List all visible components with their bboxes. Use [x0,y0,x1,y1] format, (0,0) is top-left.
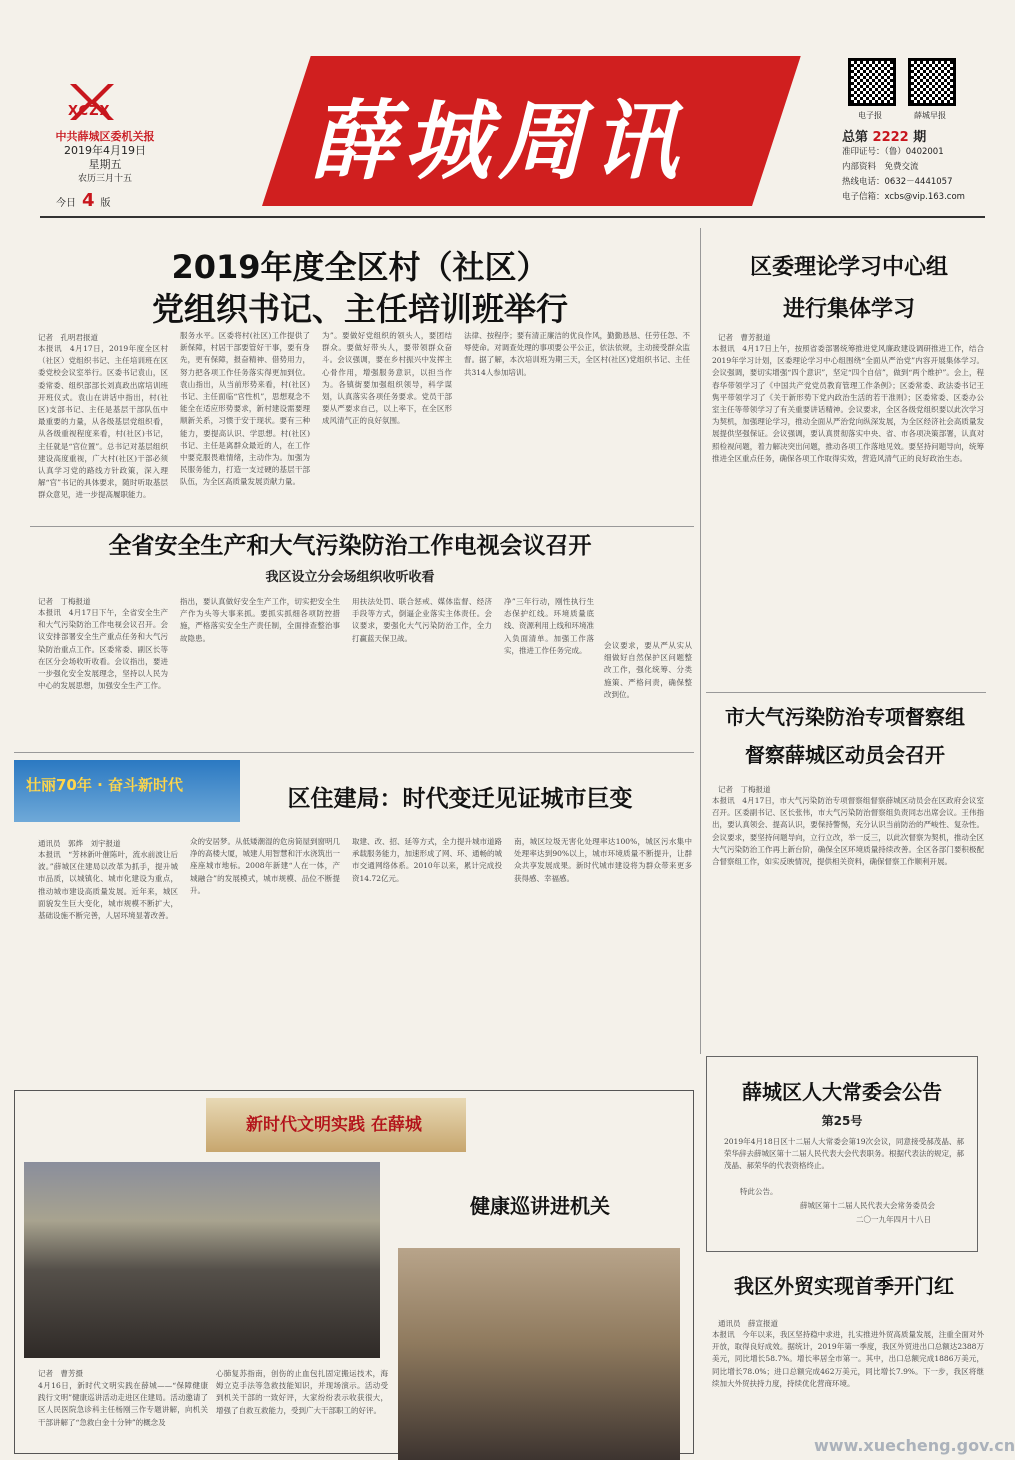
article3-col2: 指出，要认真做好安全生产工作，切实把安全生产作为头等大事来抓。要抓实抓细各项防控措施，严格落实安全生产责任制，全面排查整治事故隐患。 [180,597,340,643]
article7-title[interactable]: 薛城区人大常委会公告 [742,1080,942,1104]
article4-byline: 记者 丁梅报道 [718,785,771,794]
masthead-divider [40,216,985,218]
today-label: 今日 [56,198,76,209]
article5-col2: 众的安居梦。从低矮潮湿的危房简屋到窗明几净的高楼大厦，城建人用智慧和汗水浇筑出一座座城市地标。2008年新建“人在一体，产城融合”的发展模式，城市规模、品位不断提升。 [190,837,340,895]
issue-number: 总第 2222 期 [842,130,927,145]
email: 电子信箱：xcbs@vip.163.com [842,192,965,202]
article3-col4: 净”三年行动，刚性执行生态保护红线。环境质量底线、资源利用上线和环境准入负面清单。加强工作落实，推进工作任务完成。 [504,597,594,655]
series-badge-text: 壮丽70年 · 奋斗新时代 [26,776,184,794]
article2-title[interactable]: 区委理论学习中心组 进行集体学习 [749,254,948,322]
section-divider [30,526,694,527]
organization: 中共薛城区委机关报 [55,130,155,143]
notice-body: 2019年4月18日区十二届人大常委会第19次会议，同意接受郝茂晶、郝荣华辞去薛城区第十二届人民代表大会代表职务。根据代表法的规定，郝茂晶、郝荣华的代表资格终止。 [724,1137,964,1171]
hotline: 热线电话：0632－4441057 [842,177,953,187]
article1-title[interactable]: 2019年度全区村（社区） 党组织书记、主任培训班举行 [151,248,568,328]
date: 2019年4月19日 [64,144,146,157]
column-divider [700,228,701,1054]
today-unit: 版 [100,198,111,209]
article5-col3: 取建、改、招、延等方式，全力提升城市道路承载服务能力，加速形成了网、环、通畅的城市交通网络体系。2010年以来，累计完成投资14.72亿元。 [352,837,502,883]
article3-subtitle: 我区设立分会场组织收听收看 [265,570,435,585]
article1-col2: 服务水平。区委将村(社区)工作提供了新保障，村居干部要管好干事，要有身先，更有保障，报奋精神、借势用力，努力把各项工作任务落实得更加到位。袁山指出，从当前形势来看，村(社区)书记、主任面临“官性机”，思想观念不能全在适应形势要求，新村建设需要理顺新关系，习惯于安于现状。要有三种能力，要提高认识、学思想。村(社区)书记、主任是离群众最近的人，在工作中要克服畏难情绪，主动作为。加强为民服务能力，打造一支过硬的基层干部队伍，为全区高质量发展贡献力量。 [180,331,310,487]
qr-code-icon[interactable] [908,58,956,106]
article5-col1: 本报讯 “芳林新叶催陈叶，流水前波让后波。”薛城区住建局以改革为抓手，提升城市品质，以城镇化、城市化建设为重点，推动城市建设高质量发展。近年来，城区面貌发生巨大变化，城市规模不断扩大，基础设施不断完善，人居环境显著改善。 [38,850,178,921]
series-badge-text: 新时代文明实践 在薛城 [246,1115,422,1135]
article1-col1: 本报讯 4月17日，2019年度全区村（社区）党组织书记、主任培训班在区委党校会议室举行。区委书记袁山，区委常委、组织部部长刘真政出席培训班开班仪式。袁山在讲话中指出，村(社区)支部书记、主任是基层干部队伍中最重要的力量，从各级基层党组织看，从各级重视程度来看，村(社区)书记，主任就是“官位置”。总书记对基层组织建设高度重视，广大村(社区)干部必须认真学习党的路线方针政策，深入理解“官”书记的具体要求，随时听取基层群众意见，进一步提高履职能力。 [38,344,168,500]
article3-title[interactable]: 全省安全生产和大气污染防治工作电视会议召开 [108,533,592,559]
logo-icon [62,70,122,130]
article4-title[interactable]: 市大气污染防治专项督察组 督察薛城区动员会召开 [725,705,965,767]
article1-col3: 为”。要做好党组织的领头人，要团结群众。要做好带头人，要带领群众奋斗。会议强调，要在乡村振兴中发挥主心骨作用，增强服务意识，以担当作为。各镇街要加强组织领导，科学谋划，认真落实各项任务要求。党员干部要从严要求自己，以上率下，在全区形成风清气正的良好氛围。 [322,331,452,426]
article1-byline: 记者 孔明君报道 [38,333,98,342]
notice-number: 第25号 [821,1114,863,1128]
site-watermark: www.xuecheng.gov.cn [814,1436,1015,1455]
section-divider [14,752,694,753]
logo-text: XCZX [68,104,111,119]
article6-byline: 记者 曹芳摄 [38,1369,83,1378]
article8-byline: 通讯员 薛宣报道 [718,1319,778,1328]
qr-code-icon[interactable] [848,58,896,106]
article2-body: 本报讯 4月17日上午，按照省委部署统筹推进党风廉政建设调研推进工作，结合2019年学习计划，区委理论学习中心组围绕“全面从严治党”内容开展集体学习。会议强调，要切实增强“四个意识”，坚定“四个自信”，做到“两个维护”。会上，程春华带领学习了《中国共产党党员教育管理工作条例》；区委常委、政法委书记王隽平带领学习了《关于新形势下党内政治生活的若干准则》；区委常委、区委办公室主任等带领学习了有关重要讲话精神。会议要求，全区各级党组织要以此次学习为契机，加强理论学习，推动全面从严治党向纵深发展，为全区经济社会高质量发展提供坚强保证。会议强调，要认真贯彻落实中央、省、市各项决策部署，认真对照检视问题，着力解决突出问题，推动各项工作落地见效。要坚持问题导向，统筹推进全区重点任务，确保各项工作取得实效，营造风清气正的良好政治生态。 [712,344,984,463]
article6-caption-right: 心肺复苏指南，创伤的止血包扎固定搬运技术，海姆立克手法等急救技能知识，并现场演示。活动受到机关干部的一致好评，大家纷纷表示收获很大，增强了自救互救能力，受到广大干部职工的好评。 [216,1369,388,1415]
notice-signature: 薛城区第十二届人民代表大会常务委员会 [800,1201,935,1210]
today-page-count: 4 [82,190,95,211]
article6-title[interactable]: 健康巡讲进机关 [470,1194,610,1218]
publication-info [842,130,965,205]
qr1-label: 电子报 [858,111,882,120]
article5-title[interactable]: 区住建局：时代变迁见证城市巨变 [287,786,633,812]
article5-byline: 通讯员 郭烨 刘宇报道 [38,839,121,848]
internal-note: 内部资料 免费交流 [842,162,919,172]
article5-col4: 南，城区垃圾无害化处理率达100%，城区污水集中处理率达到90%以上，城市环境质量不断提升，让群众共享发展成果。新时代城市建设将为群众带来更多获得感、幸福感。 [514,837,692,883]
article6-caption-left: 4月16日，新时代文明实践在薛城——“保障健康 践行文明”健康巡讲活动走进区住建局。活动邀请了区人民医院急诊科主任杨刚三作专题讲解，向机关干部讲解了“急救白金十分钟”的概念及 [38,1381,216,1427]
article1-col4: 法律、按程序；要有清正廉洁的优良作风，勤勤恳恳、任劳任怨、不辱使命。对调查处理的事项要公平公正，依法依规，主动接受群众监督。据了解，本次培训班为期三天，全区村(社区)党组织书记、主任共314人参加培训。 [464,331,690,377]
article3-byline: 记者 丁梅报道 [38,597,91,606]
article8-title[interactable]: 我区外贸实现首季开门红 [734,1274,954,1298]
masthead [0,0,1000,224]
article3-col5: 会议要求，要从严从实从细做好自然保护区问题整改工作，强化统筹、分类施策、严格问责，确保整改到位。 [604,641,692,699]
article2-byline: 记者 曹芳报道 [718,333,771,342]
article3-col1: 本报讯 4月17日下午，全省安全生产和大气污染防治工作电视会议召开。会议安排部署安全生产重点任务和大气污染防治重点工作。区委常委、副区长等在区分会场收听收看。会议指出，要进一步强化安全发展理念，坚持以人民为中心的发展思想，加强安全生产工作。 [38,608,168,691]
permit-number: 准印证号：（鲁）0402001 [842,147,944,157]
newspaper-title: 薛城周讯 [310,91,686,192]
weekday: 星期五 [88,158,122,171]
article8-body: 本报讯 今年以来，我区坚持稳中求进，扎实推进外贸高质量发展，注重全面对外开放，取得良好成效。据统计，2019年第一季度，我区外贸进出口总额达2388万美元，同比增长58.7%。增长率居全市第一。其中，出口总额完成1886万美元，同比增长78.0%；进口总额完成462万美元，同比增长7.9%。下一步，我区将继续加大外贸扶持力度，持续优化营商环境。 [712,1330,984,1388]
photo-cpr-demo[interactable] [398,1248,680,1460]
notice-closing: 特此公告。 [740,1187,778,1196]
photo-lecture-hall[interactable] [24,1162,380,1358]
article4-body: 本报讯 4月17日，市大气污染防治专项督察组督察薛城区动员会在区政府会议室召开。区委副书记、区长张伟，市大气污染防治督察组负责同志出席会议。王伟指出，要认真领会、提高认识，要保持警惕，充分认识当前防治的严峻性、复杂性。会议要求，要坚持问题导向，立行立改，举一反三，以此次督察为契机，推动全区大气污染防治工作再上新台阶，确保全区环境质量持续改善。全区各部门要积极配合督察组工作，如实反映情况，提供相关资料，确保督察工作顺利开展。 [712,796,984,867]
article3-col3: 用扶法处罚、联合惩戒、媒体监督、经济手段等方式，倒逼企业落实主体责任。会议要求，要强化大气污染防治工作，全力打赢蓝天保卫战。 [352,597,492,643]
section-divider [706,692,986,693]
qr2-label: 薛城早报 [914,111,946,120]
notice-date: 二〇一九年四月十八日 [856,1215,931,1224]
today-pages [56,190,111,211]
lunar-date: 农历三月十五 [77,174,132,184]
date-block [40,144,170,186]
